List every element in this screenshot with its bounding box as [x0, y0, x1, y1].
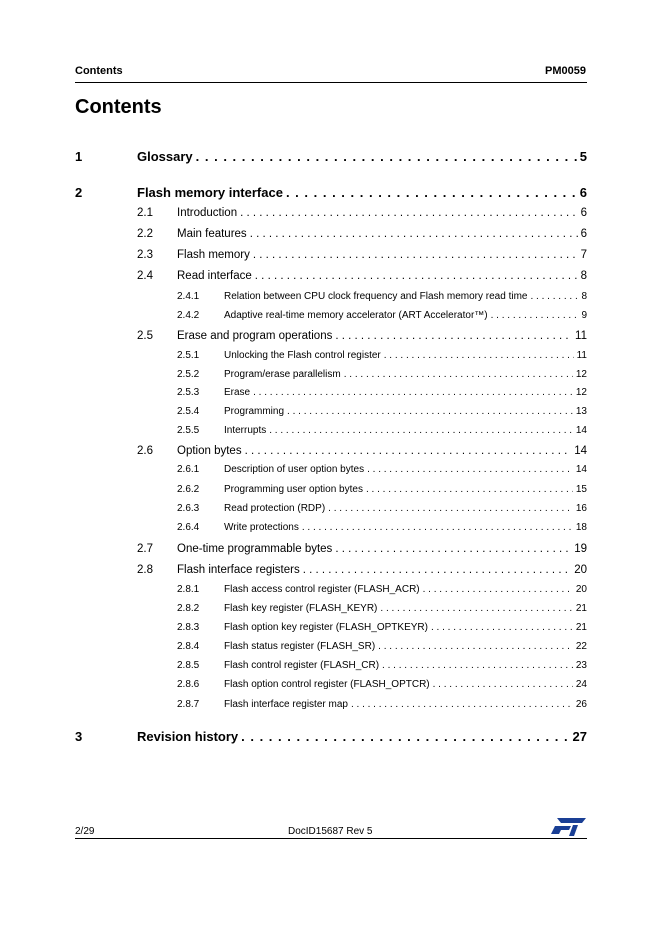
toc-entry-label	[137, 729, 587, 744]
toc-section-title: Interrupts	[224, 425, 267, 436]
toc-section-title: Option bytes	[177, 445, 242, 457]
toc-section-title: Flash status register (FLASH_SR)	[224, 641, 376, 652]
toc-section-title: Read interface	[177, 270, 252, 282]
toc-section-title: Read protection (RDP)	[224, 503, 326, 514]
toc-section-number: 2.8.2	[177, 603, 200, 614]
toc-entry-label	[177, 445, 587, 457]
toc-section-number: 2.5.4	[177, 406, 200, 417]
toc-page-number: 9	[581, 310, 587, 321]
toc-entry-level-3[interactable]	[177, 641, 587, 655]
toc-entry-level-1[interactable]	[75, 729, 587, 747]
toc-entry-level-3[interactable]	[177, 522, 587, 536]
toc-entry-label	[224, 387, 587, 398]
toc-entry-level-3[interactable]	[177, 503, 587, 517]
toc-entry-label	[137, 149, 587, 164]
toc-entry-label	[177, 228, 587, 240]
toc-dot-leader	[384, 350, 574, 361]
toc-dot-leader	[303, 564, 571, 576]
toc-dot-leader	[367, 464, 573, 475]
toc-page-number: 12	[575, 369, 587, 380]
toc-section-number: 2.2	[137, 228, 153, 240]
toc-entry-label	[224, 641, 587, 652]
toc-section-title: Programming user option bytes	[224, 484, 363, 495]
toc-section-title: Flash interface registers	[177, 564, 300, 576]
toc-page-number: 24	[575, 679, 587, 690]
toc-entry-level-2[interactable]	[137, 564, 587, 580]
toc-entry-level-3[interactable]	[177, 350, 587, 364]
toc-entry-label	[224, 484, 587, 495]
toc-entry-label	[224, 369, 587, 380]
toc-page-number: 26	[575, 699, 587, 710]
toc-section-number: 2.4.2	[177, 310, 200, 321]
toc-entry-level-2[interactable]	[137, 207, 587, 223]
toc-section-number: 2.8.7	[177, 699, 200, 710]
toc-section-title: Glossary	[137, 149, 193, 164]
toc-page-number: 12	[575, 387, 587, 398]
toc-entry-label	[137, 185, 587, 200]
toc-page-number: 16	[575, 503, 587, 514]
toc-section-title: Flash key register (FLASH_KEYR)	[224, 603, 378, 614]
toc-section-title: Erase	[224, 387, 251, 398]
toc-section-number: 2.6.2	[177, 484, 200, 495]
toc-dot-leader	[253, 249, 578, 261]
toc-page-number: 20	[574, 564, 587, 576]
toc-entry-label	[224, 603, 587, 614]
toc-section-number: 2.8.3	[177, 622, 200, 633]
toc-dot-leader	[302, 522, 573, 533]
toc-entry-label	[224, 425, 587, 436]
header-document-code: PM0059	[545, 65, 586, 77]
toc-section-title: Programming	[224, 406, 285, 417]
toc-entry-level-3[interactable]	[177, 603, 587, 617]
toc-entry-level-1[interactable]	[75, 149, 587, 167]
toc-section-number: 2.1	[137, 207, 153, 219]
toc-dot-leader	[328, 503, 573, 514]
toc-dot-leader	[530, 291, 578, 302]
toc-section-number: 2.5.2	[177, 369, 200, 380]
header-section-name: Contents	[75, 65, 123, 77]
toc-entry-level-3[interactable]	[177, 660, 587, 674]
toc-page-number: 15	[575, 484, 587, 495]
toc-dot-leader	[241, 729, 569, 744]
toc-section-title: Unlocking the Flash control register	[224, 350, 381, 361]
toc-dot-leader	[433, 679, 573, 690]
toc-entry-level-3[interactable]	[177, 622, 587, 636]
toc-dot-leader	[380, 603, 572, 614]
toc-section-title: Flash memory	[177, 249, 250, 261]
toc-entry-level-3[interactable]	[177, 699, 587, 713]
toc-dot-leader	[382, 660, 573, 671]
toc-entry-label	[224, 699, 587, 710]
toc-dot-leader	[287, 406, 573, 417]
toc-section-number: 2.8.1	[177, 584, 200, 595]
toc-dot-leader	[431, 622, 573, 633]
footer-document-id: DocID15687 Rev 5	[288, 826, 373, 837]
toc-entry-level-2[interactable]	[137, 270, 587, 286]
toc-section-number: 2.8	[137, 564, 153, 576]
toc-section-number: 2.6.1	[177, 464, 200, 475]
toc-section-number: 2.5.5	[177, 425, 200, 436]
toc-section-number: 1	[75, 149, 83, 164]
toc-section-title: Introduction	[177, 207, 238, 219]
toc-section-title: Flash interface register map	[224, 699, 348, 710]
toc-entry-level-3[interactable]	[177, 584, 587, 598]
toc-entry-level-3[interactable]	[177, 425, 587, 439]
toc-section-number: 2.6	[137, 445, 153, 457]
toc-entry-label	[224, 464, 587, 475]
toc-entry-label	[177, 270, 587, 282]
toc-section-number: 2.7	[137, 543, 153, 555]
toc-section-number: 2.4.1	[177, 291, 200, 302]
toc-entry-label	[177, 330, 587, 342]
toc-section-title: Flash memory interface	[137, 185, 283, 200]
toc-entry-level-3[interactable]	[177, 369, 587, 383]
st-logo-icon	[551, 816, 587, 838]
toc-entry-label	[177, 543, 587, 555]
toc-page-number: 7	[580, 249, 587, 261]
toc-entry-level-2[interactable]	[137, 249, 587, 265]
toc-dot-leader	[491, 310, 579, 321]
toc-page-number: 23	[575, 660, 587, 671]
toc-page-number: 11	[575, 330, 587, 342]
toc-section-title: Adaptive real-time memory accelerator (ART Accelerator™)	[224, 310, 488, 321]
toc-section-title: Flash option control register (FLASH_OPTCR)	[224, 679, 430, 690]
toc-entry-label	[224, 310, 587, 321]
toc-page-number: 18	[575, 522, 587, 533]
toc-dot-leader	[240, 207, 577, 219]
toc-entry-label	[224, 350, 587, 361]
toc-section-title: Main features	[177, 228, 247, 240]
toc-entry-level-2[interactable]	[137, 330, 587, 346]
toc-page-number: 5	[579, 149, 587, 164]
toc-section-number: 3	[75, 729, 83, 744]
toc-entry-label	[177, 207, 587, 219]
toc-dot-leader	[286, 185, 577, 200]
toc-page-number: 22	[575, 641, 587, 652]
toc-dot-leader	[378, 641, 573, 652]
toc-page-number: 13	[575, 406, 587, 417]
toc-entry-label	[224, 522, 587, 533]
toc-page-number: 8	[580, 270, 587, 282]
toc-dot-leader	[196, 149, 577, 164]
toc-section-title: Revision history	[137, 729, 239, 744]
toc-page-number: 21	[575, 603, 587, 614]
toc-entry-label	[177, 249, 587, 261]
toc-page-number: 19	[574, 543, 587, 555]
toc-page-number: 14	[575, 464, 587, 475]
toc-dot-leader	[335, 543, 571, 555]
toc-section-number: 2.4	[137, 270, 153, 282]
toc-entry-level-2[interactable]	[137, 228, 587, 244]
toc-dot-leader	[344, 369, 573, 380]
toc-section-title: Flash access control register (FLASH_ACR)	[224, 584, 420, 595]
toc-entry-label	[224, 679, 587, 690]
toc-entry-level-2[interactable]	[137, 543, 587, 559]
toc-entry-level-3[interactable]	[177, 406, 587, 420]
toc-dot-leader	[335, 330, 572, 342]
toc-section-number: 2	[75, 185, 83, 200]
toc-section-title: Flash option key register (FLASH_OPTKEYR)	[224, 622, 428, 633]
header-rule	[75, 82, 587, 83]
toc-entry-level-3[interactable]	[177, 464, 587, 478]
toc-page-number: 11	[576, 350, 587, 361]
toc-page-number: 8	[581, 291, 587, 302]
toc-section-number: 2.5.3	[177, 387, 200, 398]
toc-dot-leader	[250, 228, 578, 240]
toc-page-number: 6	[579, 185, 587, 200]
toc-entry-label	[224, 660, 587, 671]
toc-section-title: Description of user option bytes	[224, 464, 365, 475]
toc-page-number: 6	[580, 228, 587, 240]
toc-entry-level-3[interactable]	[177, 484, 587, 498]
toc-entry-label	[224, 622, 587, 633]
toc-dot-leader	[269, 425, 573, 436]
toc-section-title: Program/erase parallelism	[224, 369, 341, 380]
toc-dot-leader	[245, 445, 572, 457]
toc-entry-level-1[interactable]	[75, 185, 587, 203]
toc-entry-level-3[interactable]	[177, 310, 587, 324]
toc-section-title: Write protections	[224, 522, 299, 533]
toc-page-number: 14	[574, 445, 587, 457]
toc-dot-leader	[366, 484, 573, 495]
toc-page-number: 6	[580, 207, 587, 219]
toc-entry-label	[224, 291, 587, 302]
toc-section-number: 2.5.1	[177, 350, 200, 361]
toc-page-number: 20	[575, 584, 587, 595]
footer-rule	[75, 838, 587, 839]
toc-section-title: Erase and program operations	[177, 330, 333, 342]
toc-section-title: One-time programmable bytes	[177, 543, 333, 555]
toc-section-number: 2.6.4	[177, 522, 200, 533]
toc-section-number: 2.6.3	[177, 503, 200, 514]
toc-entry-label	[177, 564, 587, 576]
toc-entry-level-3[interactable]	[177, 387, 587, 401]
toc-section-number: 2.8.4	[177, 641, 200, 652]
toc-page-number: 14	[575, 425, 587, 436]
toc-entry-level-3[interactable]	[177, 679, 587, 693]
toc-dot-leader	[351, 699, 573, 710]
toc-section-number: 2.8.5	[177, 660, 200, 671]
toc-entry-label	[224, 584, 587, 595]
toc-entry-level-3[interactable]	[177, 291, 587, 305]
toc-entry-level-2[interactable]	[137, 445, 587, 461]
toc-dot-leader	[423, 584, 573, 595]
toc-page-number: 21	[575, 622, 587, 633]
toc-dot-leader	[255, 270, 578, 282]
toc-entry-label	[224, 503, 587, 514]
toc-page-number: 27	[572, 729, 587, 744]
toc-section-title: Flash control register (FLASH_CR)	[224, 660, 380, 671]
toc-section-number: 2.5	[137, 330, 153, 342]
footer-page-number: 2/29	[75, 826, 95, 837]
page-title: Contents	[75, 96, 162, 118]
toc-dot-leader	[253, 387, 573, 398]
toc-section-number: 2.3	[137, 249, 153, 261]
toc-section-number: 2.8.6	[177, 679, 200, 690]
toc-section-title: Relation between CPU clock frequency and Flash memory read time	[224, 291, 528, 302]
toc-entry-label	[224, 406, 587, 417]
